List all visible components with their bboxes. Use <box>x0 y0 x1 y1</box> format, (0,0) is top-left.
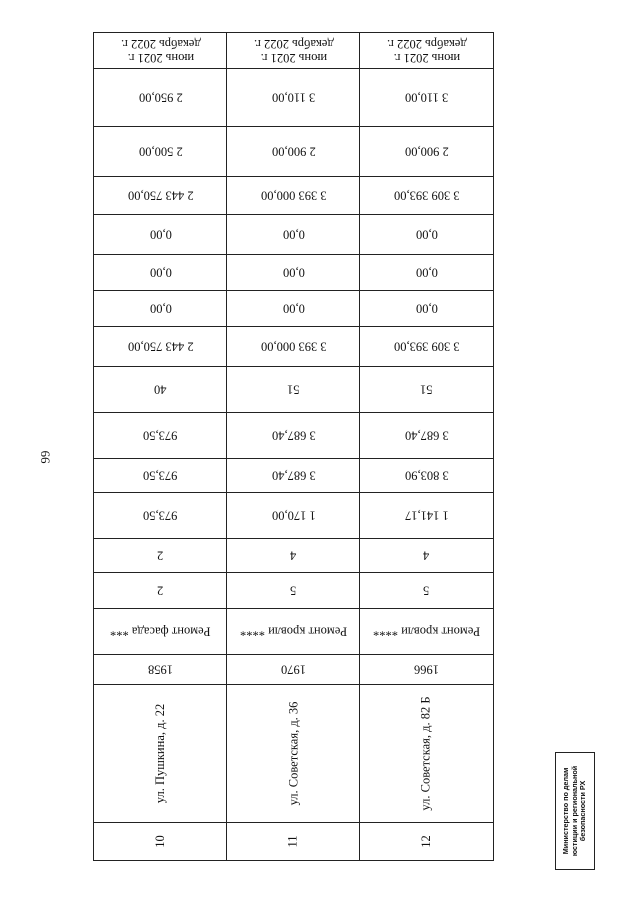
table-column <box>226 32 360 861</box>
period-label <box>121 36 201 65</box>
cell-value: 0,00 <box>415 301 438 316</box>
cell-value: ул. Советская, д. 36 <box>285 701 300 806</box>
period-line: июнь 2021 г. <box>127 50 194 65</box>
period-line: декабрь 2022 г. <box>386 36 467 51</box>
table-cell <box>94 290 227 326</box>
cell-value: 2 950,00 <box>138 90 183 105</box>
cell-value: 51 <box>420 382 433 397</box>
table-cell <box>94 654 227 684</box>
table-cell <box>360 684 493 822</box>
cell-value: 0,00 <box>282 227 305 242</box>
cell-value: ул. Советская, д. 82 Б <box>418 696 433 811</box>
cell-value: 40 <box>154 382 167 397</box>
table-cell <box>360 412 493 458</box>
table-cell <box>360 214 493 254</box>
table-cell <box>360 492 493 538</box>
cell-value: 0,00 <box>282 301 305 316</box>
table-cell <box>227 684 360 822</box>
cell-value: 3 393 000,00 <box>260 188 327 203</box>
period-line: июнь 2021 г. <box>260 50 327 65</box>
cell-value: 2 900,00 <box>271 144 316 159</box>
table-cell <box>227 654 360 684</box>
cell-value: 0,00 <box>149 301 172 316</box>
cell-value: 1970 <box>281 662 306 677</box>
cell-value: Ремонт фасада *** <box>110 624 211 639</box>
cell-value: 2 443 750,00 <box>127 339 194 354</box>
cell-value: 3 110,00 <box>271 90 316 105</box>
cell-value: 11 <box>285 835 300 848</box>
table-cell <box>360 68 493 126</box>
registration-stamp <box>555 752 595 870</box>
period-label <box>387 36 467 65</box>
table-cell <box>227 326 360 366</box>
table-cell <box>360 366 493 412</box>
cell-value: 1966 <box>414 662 439 677</box>
table-cell <box>360 538 493 572</box>
cell-value: 1958 <box>148 662 173 677</box>
cell-value: 1 141,17 <box>404 508 449 523</box>
cell-value: 5 <box>290 583 297 598</box>
cell-value: 3 803,90 <box>404 468 449 483</box>
table-cell <box>360 32 493 68</box>
table-cell <box>94 214 227 254</box>
cell-value: 3 110,00 <box>404 90 449 105</box>
table-cell <box>227 290 360 326</box>
cell-value: 12 <box>419 835 433 848</box>
cell-value: 1 170,00 <box>271 508 316 523</box>
table-column <box>359 32 494 861</box>
table-cell <box>94 68 227 126</box>
table-cell <box>360 654 493 684</box>
cell-value: 0,00 <box>149 265 172 280</box>
cell-value: 973,50 <box>143 428 178 443</box>
table-cell <box>94 458 227 492</box>
cell-value: 5 <box>423 583 430 598</box>
table-cell <box>360 176 493 214</box>
cell-value: 2 443 750,00 <box>127 188 194 203</box>
cell-value: 973,50 <box>143 508 178 523</box>
table-cell <box>360 572 493 608</box>
table-cell <box>94 176 227 214</box>
table-cell <box>360 458 493 492</box>
table-cell <box>360 822 493 861</box>
cell-value: 3 309 393,00 <box>393 188 460 203</box>
cell-value: 0,00 <box>415 227 438 242</box>
table-cell <box>227 214 360 254</box>
cell-value: 3 687,40 <box>271 428 316 443</box>
stamp-text <box>562 766 588 856</box>
cell-value: Ремонт кровли **** <box>239 624 348 639</box>
table-cell <box>360 608 493 654</box>
cell-value: 2 <box>157 583 164 598</box>
table-cell <box>227 412 360 458</box>
cell-value: 2 500,00 <box>138 144 183 159</box>
cell-value: 3 687,40 <box>404 428 449 443</box>
table-cell <box>94 608 227 654</box>
cell-value: 3 309 393,00 <box>393 339 460 354</box>
table-cell <box>227 366 360 412</box>
table-cell <box>360 326 493 366</box>
table-cell <box>94 538 227 572</box>
table-cell <box>227 822 360 861</box>
cell-value: 4 <box>290 548 297 563</box>
table-cell <box>94 822 227 861</box>
cell-value: Ремонт кровли **** <box>372 624 481 639</box>
table-cell <box>94 572 227 608</box>
table-cell <box>94 492 227 538</box>
table-cell <box>94 254 227 290</box>
period-line: декабрь 2022 г. <box>120 36 201 51</box>
table-cell <box>94 326 227 366</box>
cell-value: 4 <box>423 548 430 563</box>
period-line: июнь 2021 г. <box>393 50 460 65</box>
table-cell <box>360 126 493 176</box>
table-cell <box>360 290 493 326</box>
table-column <box>93 32 227 861</box>
cell-value: 3 687,40 <box>271 468 316 483</box>
cell-value: 973,50 <box>143 468 178 483</box>
table-cell <box>227 254 360 290</box>
table-cell <box>94 126 227 176</box>
cell-value: 2 <box>157 548 164 563</box>
stamp-line: юстиции и региональной <box>569 765 579 857</box>
cell-value: 0,00 <box>149 227 172 242</box>
cell-value: 10 <box>153 835 167 848</box>
table-cell <box>227 68 360 126</box>
table-cell <box>227 572 360 608</box>
table-cell <box>360 254 493 290</box>
period-label <box>254 36 334 65</box>
cell-value: 3 393 000,00 <box>260 339 327 354</box>
table-cell <box>227 176 360 214</box>
stamp-line: безопасности РХ <box>578 780 588 842</box>
table-cell <box>94 684 227 822</box>
table-cell <box>227 126 360 176</box>
cell-value: 51 <box>287 382 300 397</box>
page-number: 66 <box>38 450 53 464</box>
cell-value: 0,00 <box>282 265 305 280</box>
table-cell <box>227 608 360 654</box>
table-cell <box>227 538 360 572</box>
data-table <box>93 32 493 861</box>
cell-value: 2 900,00 <box>404 144 449 159</box>
stamp-line: Министерство по делам <box>561 767 571 855</box>
table-cell <box>94 366 227 412</box>
table-cell <box>227 492 360 538</box>
table-cell <box>227 32 360 68</box>
table-cell <box>227 458 360 492</box>
cell-value: ул. Пушкина, д. 22 <box>152 703 167 804</box>
cell-value: 0,00 <box>415 265 438 280</box>
table-cell <box>94 412 227 458</box>
period-line: декабрь 2022 г. <box>253 36 334 51</box>
table-cell <box>94 32 227 68</box>
